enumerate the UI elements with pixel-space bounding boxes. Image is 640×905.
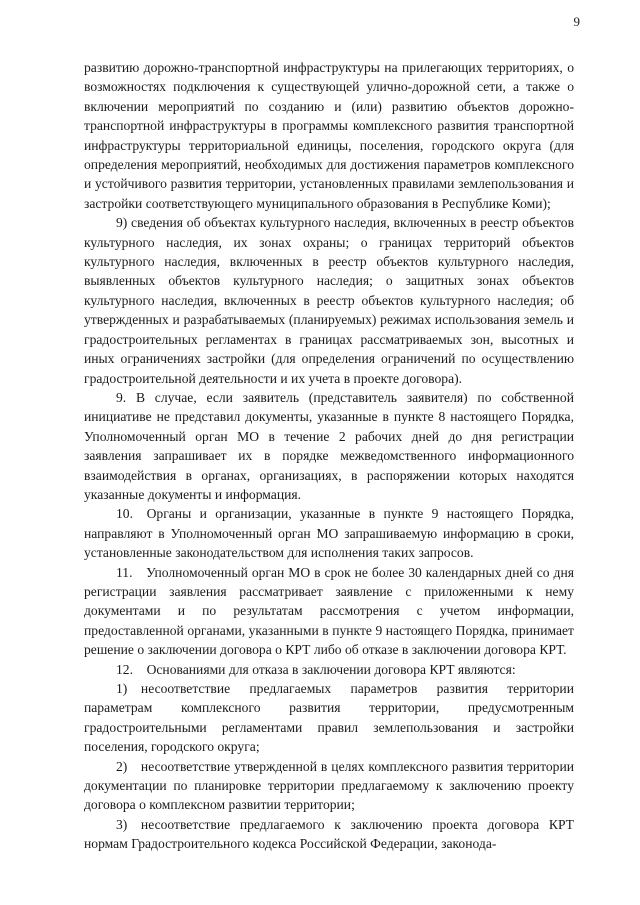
paragraph-clause-11: 11. Уполномоченный орган МО в срок не более 30 календарных дней со дня регистрации заявления рассматривает заявление с приложенными к нему документами и по результатам рассмотрения с учетом информации, предоставленной органами, указанными в пункте 9 настоящего Порядка, принимает решение о заключении договора о КРТ либо об отказе в заключении договора КРТ. <box>84 564 574 658</box>
paragraph-continuation: развитию дорожно-транспортной инфраструктуры на прилегающих территориях, о возможностях подключения к существующей улично-дорожной сети, а также о включении мероприятий по созданию и (или) развитию объектов дорожно-транспортной инфраструктуры в программы комплексного развития транспортной инфраструктуры территориальной единицы, поселения, городского округа (для определения мероприятий, необходимых для достижения параметров комплексного и устойчивого развития территории, установленных правилами землепользования и застройки соответствующего муниципального образования в Республике Коми); <box>84 60 574 211</box>
paragraph-subitem-2: 2) несоответствие утвержденной в целях комплексного развития территории документации по планировке территории предлагаемому к заключению проекту договора о комплексном развитии территории; <box>84 758 574 813</box>
document-body <box>84 58 574 854</box>
paragraph-clause-9: 9. В случае, если заявитель (представитель заявителя) по собственной инициативе не представил документы, указанные в пункте 8 настоящего Порядка, Уполномоченный орган МО в течение 2 рабочих дней до дня регистрации заявления запрашивает их в порядке межведомственного информационного взаимодействия в органах, организациях, в распоряжении которых находятся указанные документы и информация. <box>84 389 574 502</box>
paragraph-subitem-1: 1) несоответствие предлагаемых параметров развития территории параметрам комплексного развития территории, предусмотренным градостроительными регламентами правил землепользования и застройки поселения, городского округа; <box>84 681 574 755</box>
paragraph-item-9-cultural-heritage: 9) сведения об объектах культурного наследия, включенных в реестр объектов культурного наследия, их зонах охраны; о границах территорий объектов культурного наследия, включенных в реестр объектов культурного наследия, выявленных объектов культурного наследия; о защитных зонах объектов культурного наследия, включенных в реестр объектов культурного наследия; об утвержденных и разрабатываемых (планируемых) режимах использования земель и градостроительных регламентах в границах рассматриваемых зон, высотных и иных ограничениях застройки (для определения ограничений по осуществлению градостроительной деятельности и их учета в проекте договора). <box>84 215 574 386</box>
paragraph-subitem-3: 3) несоответствие предлагаемого к заключению проекта договора КРТ нормам Градостроительного кодекса Российской Федерации, законода- <box>84 816 574 852</box>
paragraph-clause-10: 10. Органы и организации, указанные в пункте 9 настоящего Порядка, направляют в Уполномоченный орган МО запрашиваемую информацию в сроки, установленные законодательством для исполнения таких запросов. <box>84 506 574 561</box>
paragraph-clause-12: 12. Основаниями для отказа в заключении договора КРТ являются: <box>116 661 516 677</box>
page-number: 9 <box>573 14 580 29</box>
